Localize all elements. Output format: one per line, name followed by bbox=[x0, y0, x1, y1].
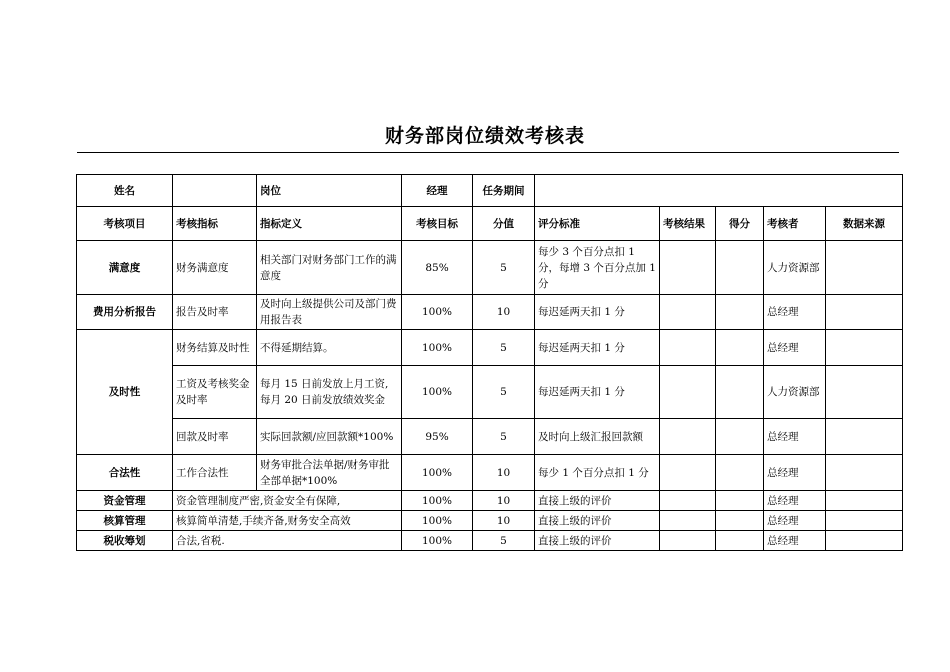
points-cell[interactable] bbox=[716, 241, 764, 295]
definition-cell: 及时向上级提供公司及部门费用报告表 bbox=[257, 295, 402, 330]
col-header: 得分 bbox=[716, 207, 764, 241]
table-row bbox=[77, 366, 903, 419]
indicator-cell: 工资及考核奖金及时率 bbox=[173, 366, 257, 419]
source-cell[interactable] bbox=[826, 241, 903, 295]
criteria-cell: 每少 1 个百分点扣 1 分 bbox=[535, 455, 660, 491]
criteria-cell: 每少 3 个百分点扣 1 分，每增 3 个百分点加 1 分 bbox=[535, 241, 660, 295]
item-cell: 及时性 bbox=[77, 330, 173, 455]
col-header: 评分标准 bbox=[535, 207, 660, 241]
definition-cell: 不得延期结算。 bbox=[257, 330, 402, 366]
table-row bbox=[77, 330, 903, 366]
indicator-cell: 回款及时率 bbox=[173, 419, 257, 455]
assessor-cell: 总经理 bbox=[764, 491, 826, 511]
criteria-cell: 直接上级的评价 bbox=[535, 511, 660, 531]
name-label: 姓名 bbox=[77, 175, 173, 207]
indicator-cell: 工作合法性 bbox=[173, 455, 257, 491]
col-header: 考核目标 bbox=[402, 207, 473, 241]
criteria-cell: 直接上级的评价 bbox=[535, 531, 660, 551]
score-cell: 5 bbox=[473, 241, 535, 295]
result-cell[interactable] bbox=[660, 241, 716, 295]
indicator-cell: 财务满意度 bbox=[173, 241, 257, 295]
points-cell[interactable] bbox=[716, 531, 764, 551]
page-title: 财务部岗位绩效考核表 bbox=[384, 125, 585, 147]
item-cell: 税收筹划 bbox=[77, 531, 173, 551]
result-cell[interactable] bbox=[660, 455, 716, 491]
source-cell[interactable] bbox=[826, 491, 903, 511]
score-cell: 10 bbox=[473, 295, 535, 330]
assessor-cell: 总经理 bbox=[764, 511, 826, 531]
assessor-cell: 人力资源部 bbox=[764, 366, 826, 419]
table-row bbox=[77, 491, 903, 511]
table-row bbox=[77, 295, 903, 330]
period-label: 任务期间 bbox=[473, 175, 535, 207]
target-cell: 100% bbox=[402, 366, 473, 419]
source-cell[interactable] bbox=[826, 531, 903, 551]
definition-cell: 相关部门对财务部门工作的满意度 bbox=[257, 241, 402, 295]
result-cell[interactable] bbox=[660, 511, 716, 531]
source-cell[interactable] bbox=[826, 511, 903, 531]
table-row bbox=[77, 455, 903, 491]
item-cell: 满意度 bbox=[77, 241, 173, 295]
col-header: 指标定义 bbox=[257, 207, 402, 241]
indicator-definition-cell: 核算简单清楚,手续齐备,财务安全高效 bbox=[173, 511, 402, 531]
source-cell[interactable] bbox=[826, 295, 903, 330]
points-cell[interactable] bbox=[716, 511, 764, 531]
target-cell: 100% bbox=[402, 511, 473, 531]
target-cell: 100% bbox=[402, 295, 473, 330]
result-cell[interactable] bbox=[660, 295, 716, 330]
target-cell: 100% bbox=[402, 531, 473, 551]
criteria-cell: 每迟延两天扣 1 分 bbox=[535, 330, 660, 366]
source-cell[interactable] bbox=[826, 455, 903, 491]
col-header: 考核指标 bbox=[173, 207, 257, 241]
result-cell[interactable] bbox=[660, 491, 716, 511]
source-cell[interactable] bbox=[826, 419, 903, 455]
indicator-definition-cell: 资金管理制度严密,资金安全有保障, bbox=[173, 491, 402, 511]
target-cell: 95% bbox=[402, 419, 473, 455]
criteria-cell: 直接上级的评价 bbox=[535, 491, 660, 511]
definition-cell: 每月 15 日前发放上月工资,每月 20 日前发放绩效奖金 bbox=[257, 366, 402, 419]
item-cell: 资金管理 bbox=[77, 491, 173, 511]
result-cell[interactable] bbox=[660, 330, 716, 366]
indicator-definition-cell: 合法,省税. bbox=[173, 531, 402, 551]
points-cell[interactable] bbox=[716, 491, 764, 511]
item-cell: 核算管理 bbox=[77, 511, 173, 531]
assessor-cell: 总经理 bbox=[764, 295, 826, 330]
assessor-cell: 总经理 bbox=[764, 419, 826, 455]
criteria-cell: 每迟延两天扣 1 分 bbox=[535, 295, 660, 330]
name-value[interactable] bbox=[173, 175, 257, 207]
col-header: 分值 bbox=[473, 207, 535, 241]
col-header: 数据来源 bbox=[826, 207, 903, 241]
points-cell[interactable] bbox=[716, 295, 764, 330]
result-cell[interactable] bbox=[660, 366, 716, 419]
table-row bbox=[77, 531, 903, 551]
indicator-cell: 财务结算及时性 bbox=[173, 330, 257, 366]
score-cell: 5 bbox=[473, 366, 535, 419]
points-cell[interactable] bbox=[716, 366, 764, 419]
score-cell: 5 bbox=[473, 531, 535, 551]
source-cell[interactable] bbox=[826, 330, 903, 366]
indicator-cell: 报告及时率 bbox=[173, 295, 257, 330]
table-row bbox=[77, 419, 903, 455]
position-label: 岗位 bbox=[257, 175, 402, 207]
header-row bbox=[77, 207, 903, 241]
score-cell: 10 bbox=[473, 511, 535, 531]
score-cell: 5 bbox=[473, 419, 535, 455]
definition-cell: 财务审批合法单据/财务审批全部单据*100% bbox=[257, 455, 402, 491]
assessor-cell: 总经理 bbox=[764, 455, 826, 491]
assessor-cell: 人力资源部 bbox=[764, 241, 826, 295]
target-cell: 100% bbox=[402, 491, 473, 511]
col-header: 考核者 bbox=[764, 207, 826, 241]
title-underline bbox=[77, 152, 899, 153]
position-value[interactable]: 经理 bbox=[402, 175, 473, 207]
performance-table bbox=[76, 174, 903, 551]
period-value[interactable] bbox=[535, 175, 903, 207]
target-cell: 100% bbox=[402, 455, 473, 491]
result-cell[interactable] bbox=[660, 531, 716, 551]
table-row bbox=[77, 241, 903, 295]
score-cell: 10 bbox=[473, 491, 535, 511]
assessor-cell: 总经理 bbox=[764, 531, 826, 551]
target-cell: 100% bbox=[402, 330, 473, 366]
col-header: 考核结果 bbox=[660, 207, 716, 241]
assessor-cell: 总经理 bbox=[764, 330, 826, 366]
target-cell: 85% bbox=[402, 241, 473, 295]
points-cell[interactable] bbox=[716, 330, 764, 366]
score-cell: 5 bbox=[473, 330, 535, 366]
score-cell: 10 bbox=[473, 455, 535, 491]
item-cell: 合法性 bbox=[77, 455, 173, 491]
result-cell[interactable] bbox=[660, 419, 716, 455]
col-header: 考核项目 bbox=[77, 207, 173, 241]
source-cell[interactable] bbox=[826, 366, 903, 419]
item-cell: 费用分析报告 bbox=[77, 295, 173, 330]
criteria-cell: 及时向上级汇报回款额 bbox=[535, 419, 660, 455]
points-cell[interactable] bbox=[716, 455, 764, 491]
points-cell[interactable] bbox=[716, 419, 764, 455]
definition-cell: 实际回款额/应回款额*100% bbox=[257, 419, 402, 455]
info-row bbox=[77, 175, 903, 207]
table-row bbox=[77, 511, 903, 531]
criteria-cell: 每迟延两天扣 1 分 bbox=[535, 366, 660, 419]
